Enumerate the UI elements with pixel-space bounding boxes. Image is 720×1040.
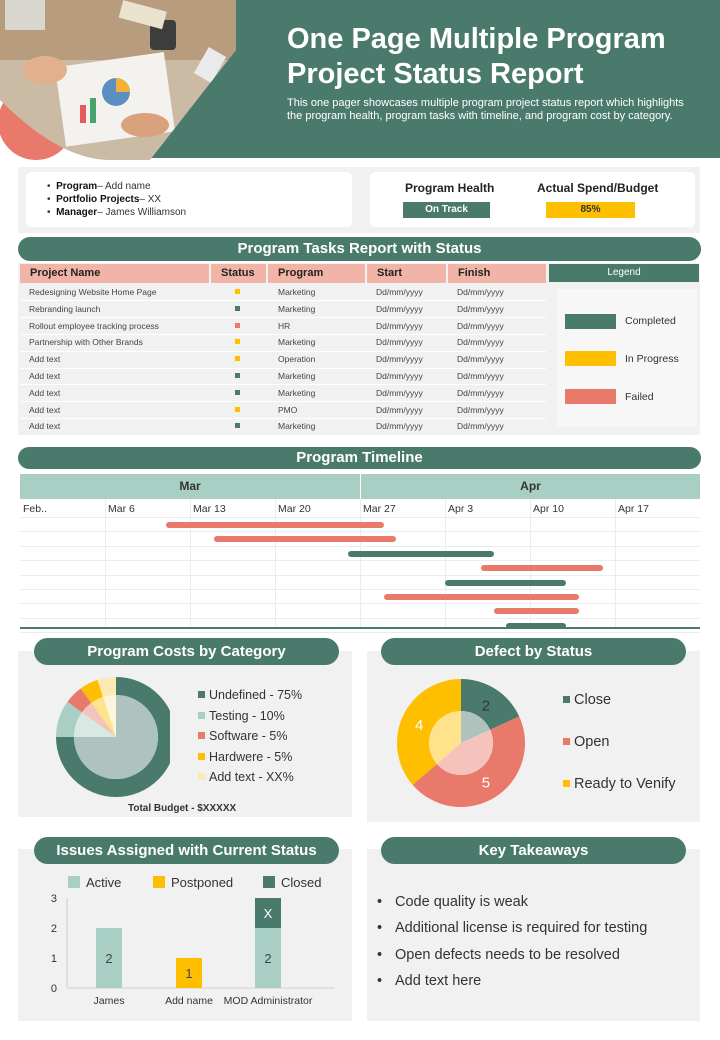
costs-legend-item [198, 750, 292, 764]
cell-finish: Dd/mm/yyyy [457, 337, 504, 348]
cell-program: Marketing [278, 337, 316, 348]
portfolio-value: – XX [139, 194, 162, 205]
defects-legend-label: Ready to Venify [574, 776, 676, 792]
col-header-program: Program [268, 264, 365, 283]
row-divider [20, 317, 546, 318]
takeaway-item: • Additional license is required for testing [395, 920, 647, 936]
legend-swatch [563, 738, 570, 745]
header-photo [0, 0, 236, 165]
timeline-tick-label: Apr 17 [618, 503, 649, 515]
timeline-bottom-rule [20, 627, 700, 629]
month-mar: Mar [179, 479, 201, 493]
legend-swatch [198, 712, 205, 719]
health-heading: Program Health [405, 181, 495, 195]
timeline-bar [384, 594, 578, 600]
defect-value-label: 4 [414, 716, 424, 734]
timeline-gridline [190, 499, 191, 627]
legend-swatch [198, 773, 205, 780]
legend-swatch [153, 876, 165, 888]
legend-header: Legend [549, 264, 699, 282]
cell-start: Dd/mm/yyyy [376, 354, 423, 365]
timeline-gridline [360, 499, 361, 627]
cell-start: Dd/mm/yyyy [376, 320, 423, 331]
defects-section-header: Defect by Status [381, 638, 686, 665]
manager-label: Manager [56, 207, 98, 218]
costs-legend-label: Testing - 10% [209, 708, 285, 723]
issues-legend-label: Postponed [171, 875, 234, 890]
timeline-tick-label: Apr 3 [448, 503, 474, 515]
cell-finish: Dd/mm/yyyy [457, 371, 504, 381]
timeline-bar [481, 565, 602, 571]
legend-swatch [198, 732, 205, 739]
portfolio-label: Portfolio Projects [56, 194, 140, 205]
status-dot [235, 306, 240, 311]
row-divider [20, 351, 546, 352]
takeaway-item: • Add text here [395, 973, 481, 989]
program-value: – Add name [97, 181, 151, 192]
takeaways-section-header: Key Takeaways [381, 837, 686, 864]
cell-project-name: Add text [29, 404, 61, 415]
defects-legend-item [563, 734, 609, 750]
x-tick-label: James [93, 995, 125, 1007]
cell-program: Marketing [278, 387, 316, 398]
legend-in-progress-swatch [565, 351, 616, 366]
timeline-gridline [615, 499, 616, 627]
timeline-bar [214, 536, 396, 542]
col-header-start: Start [367, 264, 446, 283]
program-label: Program [56, 181, 98, 192]
status-dot [235, 356, 240, 361]
legend-swatch [68, 876, 80, 888]
cell-project-name: Add text [29, 387, 61, 398]
timeline-tick-label: Mar 13 [193, 503, 226, 515]
takeaway-item: • Open defects needs to be resolved [395, 947, 620, 963]
cell-program: HR [278, 320, 291, 331]
legend-completed-label: Completed [625, 315, 676, 327]
status-dot [235, 339, 240, 344]
manager-value: – James Williamson [97, 207, 187, 218]
cell-finish: Dd/mm/yyyy [457, 303, 504, 314]
defects-legend-item [563, 776, 676, 792]
takeaway-item: • Code quality is weak [395, 894, 528, 910]
col-header-finish: Finish [448, 264, 546, 283]
row-divider [20, 368, 546, 369]
y-tick-label: 1 [50, 953, 57, 965]
issues-bar-value: 2 [264, 951, 272, 966]
page-subtitle: This one pager showcases multiple program project status report which highlights the program health, program tasks with timeline, and program cost by category. [287, 97, 684, 122]
cell-start: Dd/mm/yyyy [376, 371, 423, 381]
cell-project-name: Rollout employee tracking process [29, 320, 159, 331]
total-budget-label: Total Budget - $XXXXX [128, 803, 237, 814]
cell-project-name: Add text [29, 421, 61, 432]
cell-program: Marketing [278, 287, 316, 297]
cell-start: Dd/mm/yyyy [376, 421, 423, 432]
defects-legend-label: Open [574, 734, 610, 750]
cell-program: Marketing [278, 303, 316, 314]
issues-legend-label: Active [86, 875, 122, 890]
timeline-gridline [20, 632, 700, 633]
cell-start: Dd/mm/yyyy [376, 303, 423, 314]
costs-legend-label: Add text - XX% [209, 770, 294, 784]
issues-bar-chart [40, 890, 340, 1015]
program-info-card [26, 172, 352, 227]
timeline-bar [494, 608, 579, 614]
issues-legend-item [153, 875, 233, 890]
issues-bar-value: 2 [105, 951, 113, 966]
costs-legend-label: Software - 5% [209, 729, 288, 743]
timeline-bar [348, 551, 494, 557]
costs-legend-label: Undefined - 75% [209, 688, 303, 702]
cell-start: Dd/mm/yyyy [376, 287, 423, 297]
timeline-tick-label: Mar 6 [108, 503, 135, 515]
status-dot [235, 407, 240, 412]
legend-swatch [263, 876, 275, 888]
issues-bar-value: X [263, 906, 273, 921]
timeline-tick-label: Mar 20 [278, 503, 311, 515]
timeline-gridline [445, 499, 446, 627]
row-divider [20, 384, 546, 385]
timeline-gridline [105, 499, 106, 627]
costs-legend-item [198, 709, 285, 723]
legend-in-progress-label: In Progress [625, 353, 679, 365]
costs-legend-item [198, 688, 302, 702]
timeline-gridline [275, 499, 276, 627]
status-dot [235, 289, 240, 294]
row-divider [20, 418, 546, 419]
row-divider [20, 334, 546, 335]
spend-heading: Actual Spend/Budget [537, 181, 659, 195]
timeline-tick-label: Feb.. [23, 503, 47, 515]
y-tick-label: 2 [50, 923, 57, 935]
cell-program: PMO [278, 404, 298, 415]
portfolio-line: • Portfolio Projects– XX [47, 194, 162, 205]
costs-donut-chart [50, 674, 170, 804]
cell-finish: Dd/mm/yyyy [457, 354, 504, 365]
tasks-section-header: Program Tasks Report with Status [18, 237, 701, 261]
col-header-status: Status [211, 264, 266, 283]
status-dot [235, 390, 240, 395]
legend-failed-label: Failed [625, 391, 654, 403]
row-divider [20, 435, 546, 436]
program-metrics-card [370, 172, 695, 227]
cell-start: Dd/mm/yyyy [376, 387, 423, 398]
legend-swatch [563, 696, 570, 703]
legend-failed-swatch [565, 389, 616, 404]
defects-pie-chart [390, 672, 535, 817]
issues-legend-item [68, 875, 121, 890]
program-line: • Program– Add name [47, 181, 151, 192]
timeline-tick-label: Apr 10 [533, 503, 564, 515]
cell-program: Marketing [278, 371, 316, 381]
defect-value-label: 5 [481, 774, 491, 792]
page-title: One Page Multiple Program Project Status Report [287, 23, 666, 90]
cell-start: Dd/mm/yyyy [376, 404, 423, 415]
cell-project-name: Redesigning Website Home Page [29, 287, 157, 297]
issues-legend-item [263, 875, 321, 890]
costs-section-header: Program Costs by Category [34, 638, 339, 665]
x-tick-label: MOD Administrator [223, 995, 313, 1007]
y-tick-label: 3 [50, 893, 57, 905]
legend-swatch [198, 753, 205, 760]
cell-finish: Dd/mm/yyyy [457, 287, 504, 297]
costs-legend-item [198, 770, 294, 784]
defect-value-label: 2 [481, 697, 491, 715]
cell-project-name: Add text [29, 354, 61, 365]
health-badge: On Track [403, 202, 490, 218]
col-header-project: Project Name [20, 264, 209, 283]
legend-swatch [563, 780, 570, 787]
cell-finish: Dd/mm/yyyy [457, 320, 504, 331]
costs-legend-item [198, 729, 288, 743]
issues-bar-value: 1 [185, 966, 193, 981]
cell-project-name: Partnership with Other Brands [29, 337, 143, 348]
timeline-section-header: Program Timeline [18, 447, 701, 469]
cell-program: Marketing [278, 421, 316, 432]
status-dot [235, 323, 240, 328]
timeline-tick-label: Mar 27 [363, 503, 396, 515]
cell-finish: Dd/mm/yyyy [457, 421, 504, 432]
spend-badge: 85% [546, 202, 635, 218]
x-tick-label: Add name [165, 995, 213, 1007]
legend-swatch [198, 691, 205, 698]
defects-legend-label: Close [574, 692, 612, 708]
timeline-bar [445, 580, 566, 586]
costs-legend-label: Hardwere - 5% [209, 749, 293, 764]
defects-legend-item [563, 692, 611, 708]
cell-program: Operation [278, 354, 316, 365]
cell-finish: Dd/mm/yyyy [457, 387, 504, 398]
timeline-bar [166, 522, 385, 528]
y-tick-label: 0 [50, 983, 57, 995]
cell-project-name: Rebranding launch [29, 303, 101, 314]
legend-completed-swatch [565, 314, 616, 329]
cell-project-name: Add text [29, 371, 61, 381]
row-divider [20, 401, 546, 402]
manager-line: • Manager– James Williamson [47, 207, 187, 218]
issues-section-header: Issues Assigned with Current Status [34, 837, 339, 864]
issues-legend-label: Closed [281, 875, 322, 890]
cell-start: Dd/mm/yyyy [376, 337, 423, 348]
row-divider [20, 300, 546, 301]
status-dot [235, 373, 240, 378]
month-apr: Apr [520, 479, 541, 493]
cell-finish: Dd/mm/yyyy [457, 404, 504, 415]
status-dot [235, 423, 240, 428]
